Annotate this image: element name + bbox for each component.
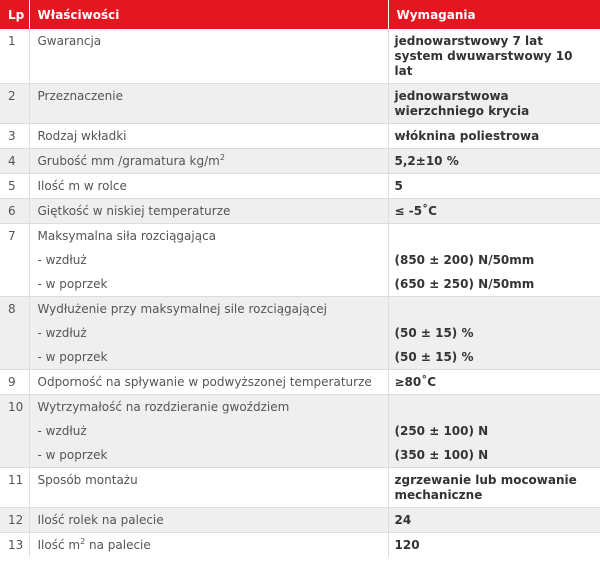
row-property: Wydłużenie przy maksymalnej sile rozciągającej <box>29 297 388 322</box>
table-row <box>0 124 600 149</box>
row-value: 120 <box>394 538 420 552</box>
row-property-text: Ilość m <box>37 538 81 552</box>
row-value: 24 <box>388 508 600 533</box>
subrow-value: (50 ± 15) % <box>388 321 600 345</box>
row-property: Przeznaczenie <box>29 84 388 124</box>
row-value <box>388 224 600 249</box>
row-property-text-after: na palecie <box>85 538 151 552</box>
table-row <box>0 29 600 84</box>
row-property: Wytrzymałość na rozdzieranie gwoździem <box>29 395 388 420</box>
row-value: zgrzewanie lub mocowanie mechaniczne <box>388 468 600 508</box>
row-number: 12 <box>0 508 29 533</box>
row-number: 6 <box>0 199 29 224</box>
subrow-value: (850 ± 200) N/50mm <box>394 253 535 267</box>
row-number: 13 <box>0 533 29 558</box>
table-subrow <box>0 272 600 297</box>
row-property: Gwarancja <box>29 29 388 84</box>
subrow-value: (350 ± 100) N <box>388 443 600 468</box>
row-property <box>29 149 388 174</box>
row-value: jednowarstwowy 7 lat system dwuwarstwowy 10 lat <box>388 29 600 84</box>
table-subrow <box>0 321 600 345</box>
row-number: 4 <box>0 149 29 174</box>
table-row <box>0 508 600 533</box>
subrow-value: (250 ± 100) N <box>388 419 600 443</box>
header-property: Właściwości <box>29 0 388 29</box>
row-property: Odporność na spływanie w podwyższonej temperaturze <box>29 370 388 395</box>
row-number: 7 <box>0 224 29 249</box>
table-row <box>0 395 600 420</box>
row-number: 2 <box>0 84 29 124</box>
row-value <box>388 395 600 420</box>
row-number: 9 <box>0 370 29 395</box>
row-number: 3 <box>0 124 29 149</box>
row-property: Maksymalna siła rozciągająca <box>29 224 388 249</box>
row-property: Ilość rolek na palecie <box>29 508 388 533</box>
subrow-property: - wzdłuż <box>29 419 388 443</box>
row-property: Rodzaj wkładki <box>29 124 388 149</box>
subrow-property: - w poprzek <box>29 345 388 370</box>
row-value: 5 <box>388 174 600 199</box>
table-row <box>0 468 600 508</box>
table-subrow <box>0 419 600 443</box>
table-subrow <box>0 248 600 272</box>
row-value: włóknina poliestrowa <box>388 124 600 149</box>
row-value: 5,2±10 % <box>388 149 600 174</box>
table-row <box>0 533 600 558</box>
table-row <box>0 224 600 249</box>
row-number: 5 <box>0 174 29 199</box>
subrow-value: (650 ± 250) N/50mm <box>388 272 600 297</box>
table-subrow <box>0 443 600 468</box>
row-value: jednowarstwowa wierzchniego krycia <box>388 84 600 124</box>
row-number: 1 <box>0 29 29 84</box>
table-row <box>0 149 600 174</box>
superscript: 2 <box>219 153 225 162</box>
subrow-property: - wzdłuż <box>29 321 388 345</box>
table-subrow <box>0 345 600 370</box>
row-property: Sposób montażu <box>29 468 388 508</box>
table-row <box>0 174 600 199</box>
header-requirement: Wymagania <box>388 0 600 29</box>
table-row <box>0 297 600 322</box>
table-row <box>0 84 600 124</box>
row-property: Giętkość w niskiej temperaturze <box>29 199 388 224</box>
subrow-property: - w poprzek <box>29 443 388 468</box>
row-number: 8 <box>0 297 29 322</box>
subrow-value: (50 ± 15) % <box>388 345 600 370</box>
row-property <box>29 533 388 558</box>
row-number: 10 <box>0 395 29 420</box>
row-property-text: Grubość mm /gramatura kg/m <box>37 154 220 168</box>
table-header-row <box>0 0 600 29</box>
table-row <box>0 199 600 224</box>
row-value <box>388 297 600 322</box>
row-property: Ilość m w rolce <box>29 174 388 199</box>
row-value: ≤ -5˚C <box>388 199 600 224</box>
table-row <box>0 370 600 395</box>
header-lp: Lp <box>0 0 29 29</box>
row-value: ≥80˚C <box>388 370 600 395</box>
row-number: 11 <box>0 468 29 508</box>
superscript: 2 <box>80 537 86 546</box>
subrow-property: - wzdłuż <box>29 248 388 272</box>
subrow-property: - w poprzek <box>29 272 388 297</box>
